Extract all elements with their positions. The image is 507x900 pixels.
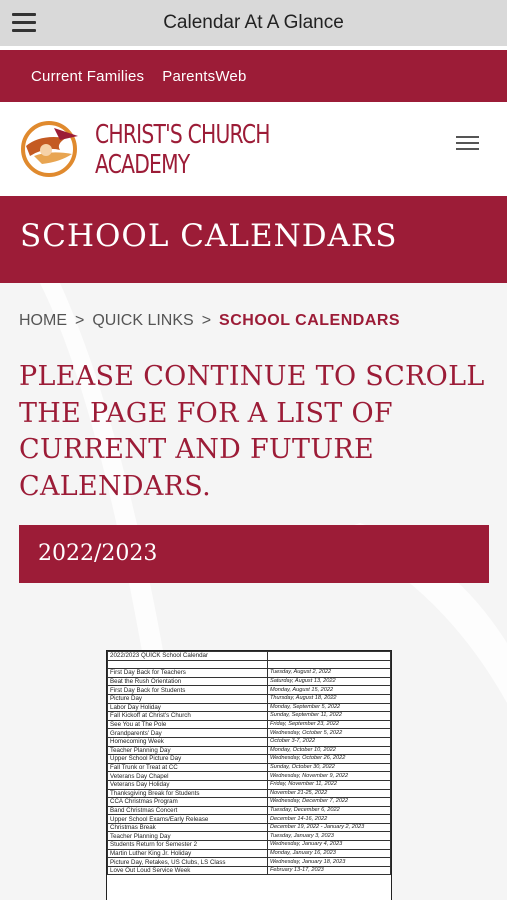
calendar-event: Labor Day Holiday: [108, 703, 268, 712]
calendar-event: Upper School Exams/Early Release: [108, 815, 268, 824]
calendar-row: [108, 677, 391, 686]
nav-current-families[interactable]: Current Families: [31, 67, 145, 85]
main-content[interactable]: [0, 283, 507, 900]
calendar-date: Wednesday, December 7, 2022: [268, 798, 391, 807]
calendar-event: Teacher Planning Day: [108, 746, 268, 755]
calendar-date: Monday, October 10, 2022: [268, 746, 391, 755]
calendar-event: Homecoming Week: [108, 737, 268, 746]
breadcrumb-quick-links[interactable]: QUICK LINKS: [92, 312, 194, 329]
calendar-date: Friday, November 11, 2022: [268, 780, 391, 789]
calendar-date: Sunday, October 30, 2022: [268, 763, 391, 772]
calendar-date: November 21-25, 2022: [268, 789, 391, 798]
calendar-header-row: [108, 652, 391, 661]
calendar-row: [108, 849, 391, 858]
calendar-row: [108, 686, 391, 695]
calendar-date: December 14-16, 2022: [268, 815, 391, 824]
calendar-row: [108, 866, 391, 875]
calendar-row: [108, 755, 391, 764]
menu-icon[interactable]: [12, 13, 36, 33]
calendar-date: Tuesday, January 3, 2023: [268, 832, 391, 841]
calendar-date: December 19, 2022 - January 2, 2023: [268, 823, 391, 832]
school-logo-icon[interactable]: [20, 116, 82, 182]
calendar-date: Tuesday, August 2, 2022: [268, 669, 391, 678]
calendar-row: [108, 772, 391, 781]
calendar-event: First Day Back for Students: [108, 686, 268, 695]
year-section-header[interactable]: [19, 525, 489, 583]
calendar-row: [108, 729, 391, 738]
calendar-event: Grandparents' Day: [108, 729, 268, 738]
calendar-row: [108, 720, 391, 729]
calendar-event: Students Return for Semester 2: [108, 841, 268, 850]
calendar-date: Saturday, August 13, 2022: [268, 677, 391, 686]
nav-parentsweb[interactable]: ParentsWeb: [162, 67, 247, 85]
breadcrumb-home[interactable]: HOME: [19, 312, 67, 329]
calendar-header: 2022/2023 QUICK School Calendar: [108, 652, 268, 661]
calendar-row: [108, 746, 391, 755]
calendar-event: Christmas Break: [108, 823, 268, 832]
app-bar: [0, 0, 507, 46]
school-wordmark[interactable]: CHRIST'S CHURCH ACADEMY: [95, 120, 270, 180]
calendar-event: Veterans Day Chapel: [108, 772, 268, 781]
calendar-event: Love Out Loud Service Week: [108, 866, 268, 875]
calendar-date: Wednesday, October 26, 2022: [268, 755, 391, 764]
calendar-row: [108, 669, 391, 678]
calendar-row: [108, 789, 391, 798]
calendar-event: Band Christmas Concert: [108, 806, 268, 815]
calendar-date: Monday, August 15, 2022: [268, 686, 391, 695]
calendar-date: February 13-17, 2023: [268, 866, 391, 875]
calendar-date: Monday, September 5, 2022: [268, 703, 391, 712]
site-header: [0, 102, 507, 196]
calendar-event: Upper School Picture Day: [108, 755, 268, 764]
calendar-row: [108, 806, 391, 815]
calendar-date: Friday, September 23, 2022: [268, 720, 391, 729]
calendar-event: Veterans Day Holiday: [108, 780, 268, 789]
calendar-date: Sunday, September 11, 2022: [268, 712, 391, 721]
calendar-row: [108, 841, 391, 850]
app-title: Calendar At A Glance: [163, 12, 344, 33]
calendar-event: Martin Luther King Jr. Holiday: [108, 849, 268, 858]
calendar-row: [108, 763, 391, 772]
calendar-row: [108, 712, 391, 721]
breadcrumb-current: SCHOOL CALENDARS: [219, 312, 401, 329]
calendar-row: [108, 737, 391, 746]
calendar-row: [108, 798, 391, 807]
calendar-row: [108, 858, 391, 867]
calendar-date: Wednesday, October 5, 2022: [268, 729, 391, 738]
calendar-event: Picture Day: [108, 694, 268, 703]
calendar-row: [108, 815, 391, 824]
calendar-event: Thanksgiving Break for Students: [108, 789, 268, 798]
calendar-date: Thursday, August 18, 2022: [268, 694, 391, 703]
calendar-date: Wednesday, January 4, 2023: [268, 841, 391, 850]
calendar-row: [108, 832, 391, 841]
calendar-date: Wednesday, January 18, 2023: [268, 858, 391, 867]
calendar-event: See You at The Pole: [108, 720, 268, 729]
calendar-row: [108, 703, 391, 712]
calendar-event: CCA Christmas Program: [108, 798, 268, 807]
calendar-event: First Day Back for Teachers: [108, 669, 268, 678]
scroll-notice: PLEASE CONTINUE TO SCROLL THE PAGE FOR A LIST OF CURRENT AND FUTURE CALENDARS.: [19, 361, 485, 502]
calendar-event: Picture Day, Retakes, US Clubs, LS Class: [108, 858, 268, 867]
calendar-date: Tuesday, December 6, 2022: [268, 806, 391, 815]
page-title: SCHOOL CALENDARS: [20, 218, 398, 254]
calendar-row: [108, 694, 391, 703]
calendar-date: October 3-7, 2022: [268, 737, 391, 746]
calendar-event: Fall Kickoff at Christ's Church: [108, 712, 268, 721]
site-menu-icon[interactable]: [456, 136, 479, 150]
calendar-row: [108, 823, 391, 832]
calendar-date: Wednesday, November 9, 2022: [268, 772, 391, 781]
calendar-row: [108, 780, 391, 789]
calendar-event: Teacher Planning Day: [108, 832, 268, 841]
calendar-table: [107, 651, 391, 875]
top-nav: [0, 50, 507, 102]
calendar-event: Fall Trunk or Treat at CC: [108, 763, 268, 772]
calendar-image[interactable]: [106, 650, 392, 900]
calendar-date: Monday, January 16, 2023: [268, 849, 391, 858]
page-banner: [0, 196, 507, 283]
year-label: 2022/2023: [38, 541, 158, 566]
breadcrumb: HOME > QUICK LINKS > SCHOOL CALENDARS: [19, 312, 401, 329]
calendar-event: Beat the Rush Orientation: [108, 677, 268, 686]
